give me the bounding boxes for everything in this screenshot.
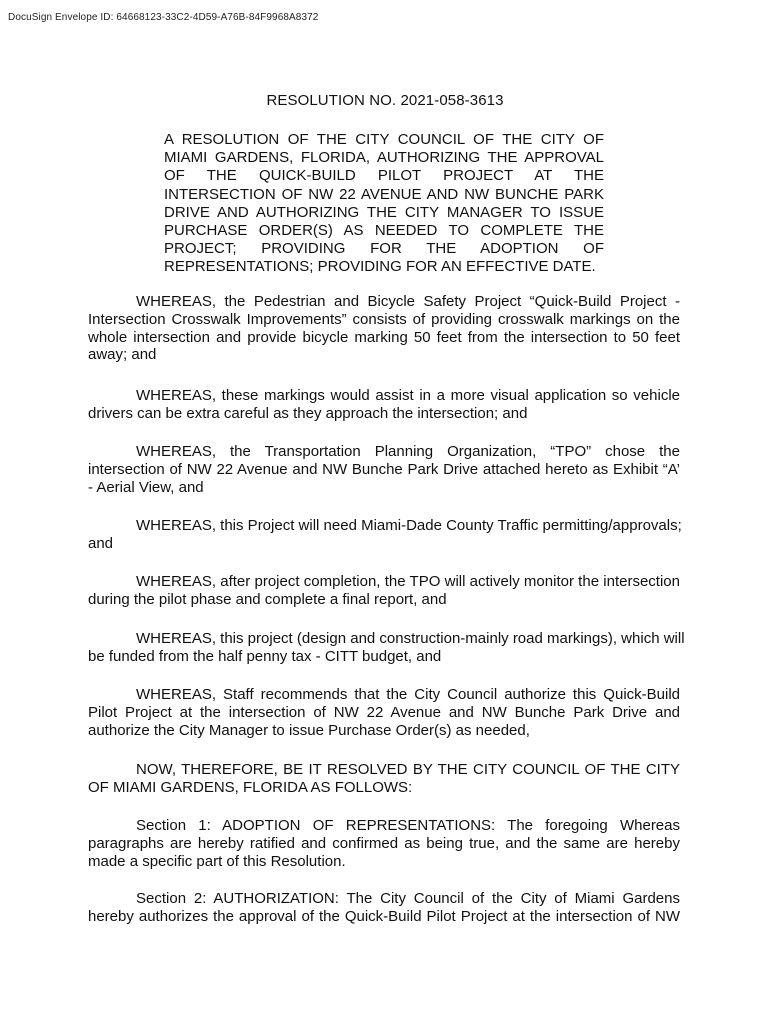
section-1-paragraph	[88, 817, 680, 870]
paragraph-line: NOW, THEREFORE, BE IT RESOLVED BY THE CITY COUNCIL OF THE CITY	[136, 761, 680, 778]
paragraph-line: WHEREAS, the Pedestrian and Bicycle Safety Project “Quick-Build Project -	[136, 293, 680, 310]
paragraph-line: WHEREAS, this Project will need Miami-Dade County Traffic permitting/approvals;	[136, 517, 682, 534]
paragraph-line: and	[88, 534, 114, 552]
whereas-paragraph-3	[88, 443, 680, 496]
caption-line: REPRESENTATIONS; PROVIDING FOR AN EFFECTIVE DATE.	[164, 258, 596, 276]
caption-line: PROJECT; PROVIDING FOR THE ADOPTION OF	[164, 240, 604, 258]
paragraph-line: whole intersection and provide bicycle marking 50 feet from the intersection to 50 feet	[88, 328, 680, 346]
whereas-paragraph-1	[88, 293, 680, 364]
paragraph-line: Intersection Crosswalk Improvements” consists of providing crosswalk markings on the	[88, 310, 680, 328]
paragraph-line: WHEREAS, after project completion, the TPO will actively monitor the intersection	[136, 573, 680, 590]
section-2-paragraph	[88, 890, 680, 926]
paragraph-line: WHEREAS, the Transportation Planning Organization, “TPO” chose the	[136, 443, 680, 460]
caption-line: MIAMI GARDENS, FLORIDA, AUTHORIZING THE APPROVAL	[164, 149, 604, 167]
paragraph-line: Pilot Project at the intersection of NW 22 Avenue and NW Bunche Park Drive and	[88, 703, 680, 721]
paragraph-line: WHEREAS, these markings would assist in a more visual application so vehicle	[136, 387, 680, 404]
docusign-envelope-id: DocuSign Envelope ID: 64668123-33C2-4D59-A76B-84F9968A8372	[8, 12, 319, 23]
caption-line: A RESOLUTION OF THE CITY COUNCIL OF THE CITY OF	[164, 131, 604, 148]
whereas-paragraph-2	[88, 387, 680, 423]
paragraph-line: Section 1: ADOPTION OF REPRESENTATIONS: The foregoing Whereas	[136, 817, 680, 834]
paragraph-line: intersection of NW 22 Avenue and NW Bunche Park Drive attached hereto as Exhibit “A’	[88, 460, 680, 478]
paragraph-line: Section 2: AUTHORIZATION: The City Council of the City of Miami Gardens	[136, 890, 680, 907]
paragraph-line: hereby authorizes the approval of the Quick-Build Pilot Project at the intersection of NW	[88, 907, 680, 925]
caption-line: DRIVE AND AUTHORIZING THE CITY MANAGER TO ISSUE	[164, 203, 604, 221]
whereas-paragraph-6	[88, 630, 685, 666]
paragraph-line: away; and	[88, 346, 157, 364]
paragraph-line: - Aerial View, and	[88, 478, 204, 496]
caption-line: INTERSECTION OF NW 22 AVENUE AND NW BUNCHE PARK	[164, 185, 604, 203]
whereas-paragraph-4	[88, 517, 680, 553]
caption-line: PURCHASE ORDER(S) AS NEEDED TO COMPLETE THE	[164, 221, 604, 239]
whereas-paragraph-5	[88, 573, 680, 609]
paragraph-line: authorize the City Manager to issue Purchase Order(s) as needed,	[88, 721, 530, 739]
resolution-title: RESOLUTION NO. 2021-058-3613	[266, 92, 504, 109]
paragraph-line: made a specific part of this Resolution.	[88, 852, 346, 870]
paragraph-line: drivers can be extra careful as they approach the intersection; and	[88, 404, 528, 422]
resolution-caption	[164, 131, 604, 277]
paragraph-line: OF MIAMI GARDENS, FLORIDA AS FOLLOWS:	[88, 778, 413, 796]
paragraph-line: WHEREAS, Staff recommends that the City Council authorize this Quick-Build	[136, 686, 680, 703]
caption-line: OF THE QUICK-BUILD PILOT PROJECT AT THE	[164, 167, 604, 185]
resolved-clause	[88, 761, 680, 797]
paragraph-line: be funded from the half penny tax - CITT budget, and	[88, 647, 442, 665]
paragraph-line: WHEREAS, this project (design and construction-mainly road markings), which will	[136, 630, 685, 647]
paragraph-line: during the pilot phase and complete a final report, and	[88, 590, 447, 608]
whereas-paragraph-7	[88, 686, 680, 739]
paragraph-line: paragraphs are hereby ratified and confirmed as being true, and the same are hereby	[88, 834, 680, 852]
